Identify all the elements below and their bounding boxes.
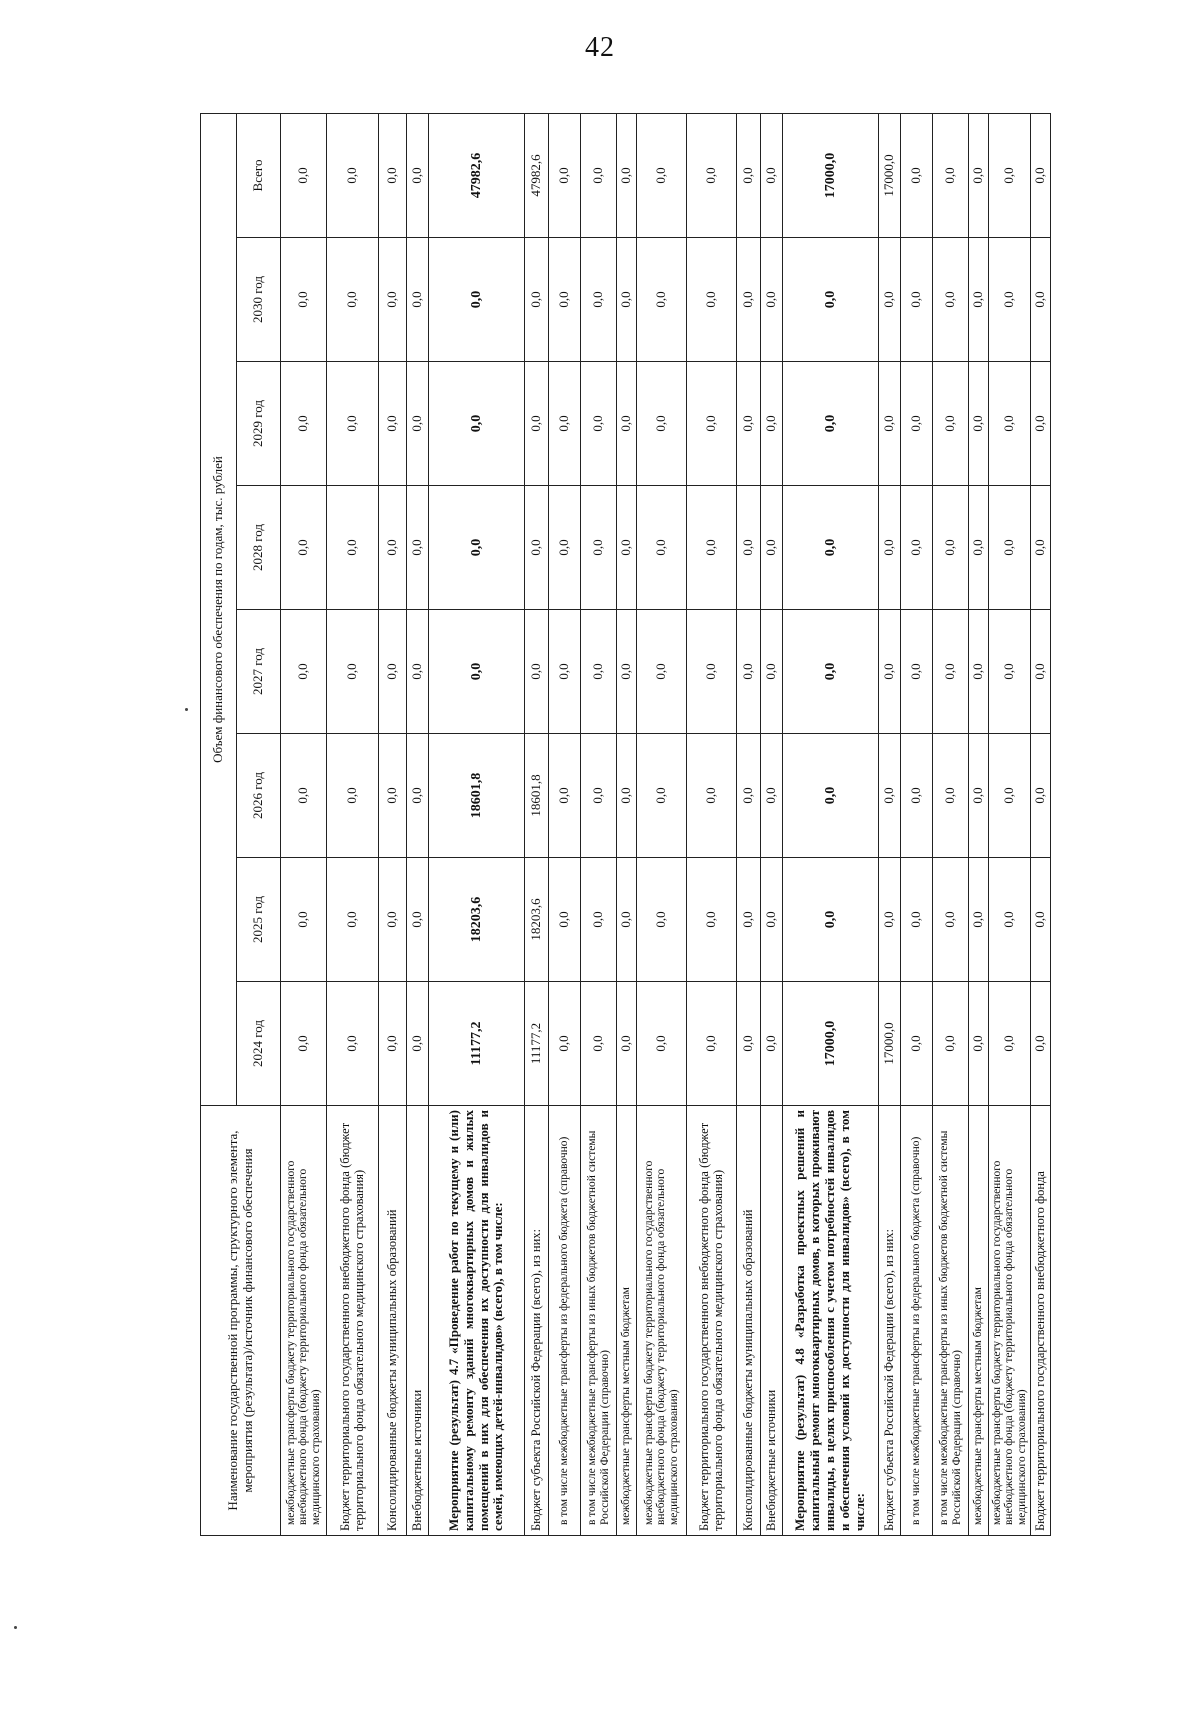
table-row [281, 113, 327, 1535]
table-row [637, 113, 687, 1535]
row-value-cell: 0,0 [737, 858, 761, 982]
row-value-cell: 0,0 [1031, 486, 1051, 610]
table-row [901, 113, 933, 1535]
row-value-cell: 0,0 [327, 610, 379, 734]
row-value-cell: 0,0 [879, 858, 901, 982]
row-value-cell: 0,0 [581, 113, 617, 237]
row-value-cell: 0,0 [407, 858, 429, 982]
row-value-cell: 0,0 [617, 362, 637, 486]
row-value-cell: 0,0 [407, 486, 429, 610]
row-value-cell: 0,0 [617, 610, 637, 734]
row-value-cell: 0,0 [901, 734, 933, 858]
row-value-cell: 0,0 [969, 982, 989, 1106]
row-event-name: Мероприятие (результат) 4.7 «Проведение работ по текущему и (или) капитальному ремонту зданий многоквартирных домов и жилых помещений в них для обеспечения их доступности для инвалидов и семей, имеющих детей-инвалидов» (всего), в том числе: [429, 1106, 525, 1536]
rotated-table-container [200, 114, 1048, 1536]
row-value-cell: 0,0 [327, 858, 379, 982]
row-value-cell: 0,0 [581, 362, 617, 486]
row-value-cell: 0,0 [989, 238, 1031, 362]
table-row [581, 113, 617, 1535]
row-value-cell: 0,0 [525, 362, 549, 486]
row-source-name: Бюджет территориального государственного внебюджетного фонда [1031, 1106, 1051, 1536]
row-value-cell: 0,0 [879, 486, 901, 610]
table-row [737, 113, 761, 1535]
row-value-cell: 0,0 [327, 238, 379, 362]
row-value-cell: 0,0 [429, 238, 525, 362]
row-value-cell: 0,0 [933, 238, 969, 362]
row-value-cell: 0,0 [761, 113, 783, 237]
row-value-cell: 0,0 [429, 610, 525, 734]
row-value-cell: 0,0 [281, 486, 327, 610]
row-value-cell: 47982,6 [525, 113, 549, 237]
row-value-cell: 0,0 [969, 486, 989, 610]
row-value-cell: 0,0 [969, 734, 989, 858]
row-value-cell: 0,0 [617, 238, 637, 362]
row-value-cell: 0,0 [379, 982, 407, 1106]
row-value-cell: 0,0 [901, 238, 933, 362]
row-value-cell: 0,0 [933, 858, 969, 982]
table-row [933, 113, 969, 1535]
row-value-cell: 0,0 [617, 734, 637, 858]
row-value-cell: 0,0 [879, 362, 901, 486]
row-value-cell: 0,0 [969, 858, 989, 982]
row-value-cell: 18601,8 [525, 734, 549, 858]
row-source-name: межбюджетные трансферты местным бюджетам [969, 1106, 989, 1536]
scan-speck [185, 708, 188, 711]
row-value-cell: 0,0 [549, 734, 581, 858]
row-value-cell: 0,0 [989, 734, 1031, 858]
row-source-name: Внебюджетные источники [407, 1106, 429, 1536]
row-value-cell: 0,0 [407, 362, 429, 486]
row-value-cell: 0,0 [549, 858, 581, 982]
row-value-cell: 0,0 [581, 734, 617, 858]
row-value-cell: 0,0 [1031, 982, 1051, 1106]
row-value-cell: 17000,0 [783, 113, 879, 237]
row-source-name: в том числе межбюджетные трансферты из иных бюджетов бюджетной системы Российской Федерации (справочно) [581, 1106, 617, 1536]
row-value-cell: 0,0 [581, 858, 617, 982]
row-value-cell: 0,0 [879, 238, 901, 362]
row-value-cell: 0,0 [429, 362, 525, 486]
header-name-column: Наименование государственной программы, структурного элемента, мероприятия (результата)/источник финансового обеспечения [201, 1106, 281, 1536]
row-value-cell: 0,0 [637, 610, 687, 734]
row-value-cell: 0,0 [281, 982, 327, 1106]
row-value-cell: 0,0 [379, 238, 407, 362]
page-number: 42 [585, 32, 615, 63]
row-value-cell: 11177,2 [429, 982, 525, 1106]
header-year-4: 2028 год [237, 486, 281, 610]
row-source-name: Бюджет субъекта Российской Федерации (всего), из них: [525, 1106, 549, 1536]
table-row [879, 113, 901, 1535]
row-value-cell: 0,0 [687, 362, 737, 486]
row-value-cell: 0,0 [379, 734, 407, 858]
row-value-cell: 0,0 [637, 982, 687, 1106]
row-source-name: межбюджетные трансферты местным бюджетам [617, 1106, 637, 1536]
row-value-cell: 0,0 [783, 238, 879, 362]
table-row [761, 113, 783, 1535]
row-source-name: в том числе межбюджетные трансферты из федерального бюджета (справочно) [549, 1106, 581, 1536]
row-value-cell: 0,0 [761, 734, 783, 858]
row-value-cell: 0,0 [783, 610, 879, 734]
row-value-cell: 0,0 [933, 982, 969, 1106]
row-value-cell: 0,0 [761, 486, 783, 610]
header-year-6: 2030 год [237, 238, 281, 362]
header-year-7: Всего [237, 113, 281, 237]
row-value-cell: 0,0 [901, 610, 933, 734]
header-volume-title: Объем финансового обеспечения по годам, тыс. рублей [201, 113, 237, 1105]
row-value-cell: 0,0 [281, 362, 327, 486]
row-value-cell: 0,0 [989, 113, 1031, 237]
row-value-cell: 0,0 [617, 113, 637, 237]
row-value-cell: 0,0 [525, 238, 549, 362]
row-value-cell: 17000,0 [879, 982, 901, 1106]
row-value-cell: 17000,0 [879, 113, 901, 237]
row-source-name: межбюджетные трансферты бюджету территориального государственного внебюджетного фонда (бюджету территориального фонда обязательного медицинского страхования) [989, 1106, 1031, 1536]
row-source-name: в том числе межбюджетные трансферты из иных бюджетов бюджетной системы Российской Федерации (справочно) [933, 1106, 969, 1536]
row-value-cell: 0,0 [327, 113, 379, 237]
row-value-cell: 0,0 [379, 486, 407, 610]
row-value-cell: 0,0 [379, 610, 407, 734]
row-value-cell: 0,0 [783, 734, 879, 858]
row-value-cell: 0,0 [933, 362, 969, 486]
row-value-cell: 0,0 [687, 982, 737, 1106]
row-value-cell: 0,0 [933, 113, 969, 237]
row-value-cell: 0,0 [687, 238, 737, 362]
row-value-cell: 0,0 [761, 610, 783, 734]
row-value-cell: 0,0 [989, 362, 1031, 486]
header-year-0: 2024 год [237, 982, 281, 1106]
row-value-cell: 0,0 [737, 486, 761, 610]
row-value-cell: 0,0 [687, 610, 737, 734]
row-value-cell: 0,0 [327, 734, 379, 858]
row-value-cell: 0,0 [581, 238, 617, 362]
row-value-cell: 0,0 [687, 113, 737, 237]
table-row [617, 113, 637, 1535]
table-row [1031, 113, 1051, 1535]
row-value-cell: 18601,8 [429, 734, 525, 858]
row-value-cell: 0,0 [879, 734, 901, 858]
row-value-cell: 0,0 [687, 734, 737, 858]
row-value-cell: 0,0 [687, 486, 737, 610]
row-source-name: Бюджет субъекта Российской Федерации (всего), из них: [879, 1106, 901, 1536]
row-source-name: Бюджет территориального государственного внебюджетного фонда (бюджет территориального фонда обязательного медицинского страхования) [327, 1106, 379, 1536]
row-value-cell: 18203,6 [429, 858, 525, 982]
row-value-cell: 0,0 [901, 113, 933, 237]
row-value-cell: 0,0 [761, 362, 783, 486]
row-value-cell: 0,0 [737, 982, 761, 1106]
row-value-cell: 11177,2 [525, 982, 549, 1106]
table-header [201, 113, 281, 1535]
row-value-cell: 0,0 [989, 486, 1031, 610]
row-value-cell: 0,0 [549, 362, 581, 486]
row-value-cell: 0,0 [737, 362, 761, 486]
row-value-cell: 0,0 [933, 486, 969, 610]
table-row [687, 113, 737, 1535]
row-value-cell: 0,0 [549, 982, 581, 1106]
financing-table [200, 113, 1051, 1536]
table-row [407, 113, 429, 1535]
row-value-cell: 0,0 [281, 858, 327, 982]
scan-speck [14, 1626, 17, 1629]
row-value-cell: 0,0 [407, 734, 429, 858]
row-value-cell: 0,0 [901, 362, 933, 486]
row-value-cell: 0,0 [989, 610, 1031, 734]
row-value-cell: 0,0 [879, 610, 901, 734]
row-value-cell: 0,0 [1031, 610, 1051, 734]
row-value-cell: 0,0 [1031, 113, 1051, 237]
row-value-cell: 0,0 [617, 486, 637, 610]
row-value-cell: 0,0 [379, 113, 407, 237]
table-row [989, 113, 1031, 1535]
row-source-name: Бюджет территориального государственного внебюджетного фонда (бюджет территориального фонда обязательного медицинского страхования) [687, 1106, 737, 1536]
row-value-cell: 0,0 [761, 858, 783, 982]
row-value-cell: 0,0 [525, 610, 549, 734]
row-value-cell: 0,0 [637, 238, 687, 362]
table-row [549, 113, 581, 1535]
row-value-cell: 0,0 [549, 238, 581, 362]
row-value-cell: 0,0 [379, 858, 407, 982]
row-value-cell: 0,0 [1031, 362, 1051, 486]
row-value-cell: 0,0 [989, 858, 1031, 982]
row-value-cell: 0,0 [407, 610, 429, 734]
row-value-cell: 0,0 [617, 982, 637, 1106]
table-row [783, 113, 879, 1535]
table-row [327, 113, 379, 1535]
row-value-cell: 0,0 [637, 113, 687, 237]
header-year-5: 2029 год [237, 362, 281, 486]
row-value-cell: 18203,6 [525, 858, 549, 982]
row-value-cell: 47982,6 [429, 113, 525, 237]
row-value-cell: 0,0 [637, 486, 687, 610]
row-value-cell: 0,0 [637, 858, 687, 982]
row-value-cell: 0,0 [327, 982, 379, 1106]
table-row [969, 113, 989, 1535]
row-source-name: в том числе межбюджетные трансферты из федерального бюджета (справочно) [901, 1106, 933, 1536]
row-source-name: Консолидированные бюджеты муниципальных образований [737, 1106, 761, 1536]
row-source-name: Консолидированные бюджеты муниципальных образований [379, 1106, 407, 1536]
row-value-cell: 0,0 [761, 982, 783, 1106]
row-value-cell: 0,0 [989, 982, 1031, 1106]
table-row [525, 113, 549, 1535]
row-value-cell: 0,0 [281, 610, 327, 734]
row-value-cell: 0,0 [617, 858, 637, 982]
row-source-name: Внебюджетные источники [761, 1106, 783, 1536]
row-event-name: Мероприятие (результат) 4.8 «Разработка проектных решений и капитальный ремонт многоквартирных домов, в которых проживают инвалиды, в целях приспособления с учетом потребностей инвалидов и обеспечения условий их доступности для инвалидов» (всего), в том числе: [783, 1106, 879, 1536]
row-value-cell: 0,0 [281, 113, 327, 237]
row-value-cell: 0,0 [407, 238, 429, 362]
row-value-cell: 0,0 [637, 734, 687, 858]
row-source-name: межбюджетные трансферты бюджету территориального государственного внебюджетного фонда (бюджету территориального фонда обязательного медицинского страхования) [281, 1106, 327, 1536]
row-value-cell: 0,0 [327, 362, 379, 486]
row-value-cell: 0,0 [379, 362, 407, 486]
row-value-cell: 0,0 [933, 734, 969, 858]
row-value-cell: 0,0 [783, 362, 879, 486]
row-value-cell: 0,0 [1031, 734, 1051, 858]
table-row [429, 113, 525, 1535]
row-value-cell: 0,0 [969, 238, 989, 362]
header-year-3: 2027 год [237, 610, 281, 734]
row-value-cell: 0,0 [1031, 238, 1051, 362]
row-value-cell: 0,0 [901, 486, 933, 610]
row-value-cell: 0,0 [969, 362, 989, 486]
row-value-cell: 0,0 [281, 238, 327, 362]
row-value-cell: 17000,0 [783, 982, 879, 1106]
row-value-cell: 0,0 [901, 858, 933, 982]
row-value-cell: 0,0 [581, 486, 617, 610]
row-value-cell: 0,0 [783, 858, 879, 982]
row-value-cell: 0,0 [1031, 858, 1051, 982]
row-value-cell: 0,0 [407, 982, 429, 1106]
table-row [379, 113, 407, 1535]
row-value-cell: 0,0 [525, 486, 549, 610]
header-year-1: 2025 год [237, 858, 281, 982]
row-value-cell: 0,0 [581, 610, 617, 734]
row-value-cell: 0,0 [737, 610, 761, 734]
row-value-cell: 0,0 [969, 610, 989, 734]
table-body [281, 113, 1051, 1535]
row-value-cell: 0,0 [969, 113, 989, 237]
row-value-cell: 0,0 [407, 113, 429, 237]
row-source-name: межбюджетные трансферты бюджету территориального государственного внебюджетного фонда (бюджету территориального фонда обязательного медицинского страхования) [637, 1106, 687, 1536]
row-value-cell: 0,0 [737, 113, 761, 237]
header-year-2: 2026 год [237, 734, 281, 858]
row-value-cell: 0,0 [783, 486, 879, 610]
row-value-cell: 0,0 [581, 982, 617, 1106]
row-value-cell: 0,0 [327, 486, 379, 610]
row-value-cell: 0,0 [687, 858, 737, 982]
row-value-cell: 0,0 [933, 610, 969, 734]
row-value-cell: 0,0 [429, 486, 525, 610]
row-value-cell: 0,0 [737, 238, 761, 362]
row-value-cell: 0,0 [549, 610, 581, 734]
row-value-cell: 0,0 [549, 113, 581, 237]
row-value-cell: 0,0 [549, 486, 581, 610]
row-value-cell: 0,0 [737, 734, 761, 858]
row-value-cell: 0,0 [281, 734, 327, 858]
row-value-cell: 0,0 [637, 362, 687, 486]
row-value-cell: 0,0 [761, 238, 783, 362]
row-value-cell: 0,0 [901, 982, 933, 1106]
